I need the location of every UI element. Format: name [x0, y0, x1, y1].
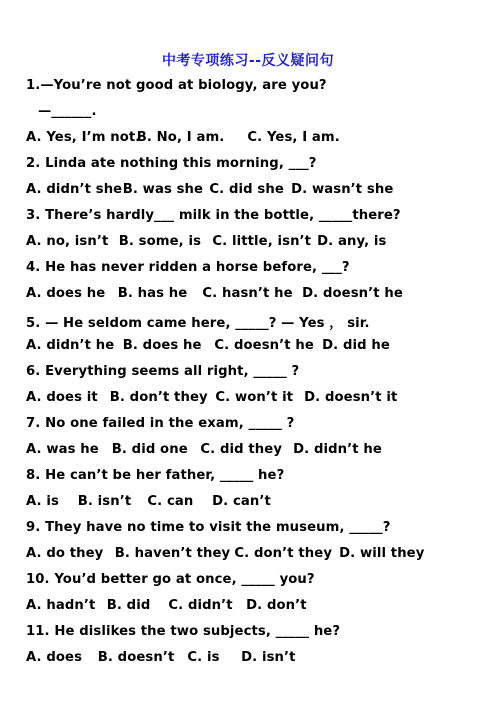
- option-d: D. any, is: [317, 234, 387, 249]
- option-c: C. won’t it: [215, 390, 294, 405]
- question-4: 4. He has never ridden a horse before, ___?: [26, 260, 350, 275]
- option-c: C. did they: [200, 442, 283, 457]
- option-b: B. some, is: [118, 234, 202, 249]
- option-d: D. don’t: [246, 598, 307, 613]
- option-a: A. is: [26, 494, 59, 509]
- option-a: A. didn’t he: [26, 338, 115, 353]
- question-10: 10. You’d better go at once, _____ you?: [26, 572, 315, 587]
- option-d: D. doesn’t it: [304, 390, 398, 405]
- question-9: 9. They have no time to visit the museum, _____?: [26, 520, 391, 535]
- question-7-options: [26, 442, 382, 457]
- option-d: D. will they: [339, 546, 425, 561]
- option-c: C. didn’t: [168, 598, 233, 613]
- option-a: A. Yes, I’m not.: [26, 130, 141, 145]
- option-c: C. doesn’t he: [214, 338, 314, 353]
- question-6-options: [26, 390, 397, 405]
- question-5-options: [26, 338, 390, 353]
- question-11: 11. He dislikes the two subjects, _____ he?: [26, 624, 341, 639]
- option-b: B. don’t they: [109, 390, 208, 405]
- option-a: A. does he: [26, 286, 106, 301]
- option-c: C. little, isn’t: [212, 234, 312, 249]
- option-b: B. isn’t: [77, 494, 132, 509]
- option-d: D. wasn’t she: [291, 182, 394, 197]
- option-b: B. was she: [122, 182, 204, 197]
- option-a: A. was he: [26, 442, 99, 457]
- option-c: C. don’t they: [234, 546, 333, 561]
- question-1-options: [26, 130, 340, 145]
- question-11-options: [26, 650, 296, 665]
- option-a: A. does it: [26, 390, 98, 405]
- option-c: C. hasn’t he: [202, 286, 293, 301]
- option-b: B. has he: [117, 286, 188, 301]
- option-a: A. didn’t she: [26, 182, 123, 197]
- option-b: B. does he: [122, 338, 202, 353]
- question-3-options: [26, 234, 387, 249]
- option-c: C. did she: [209, 182, 284, 197]
- option-a: A. no, isn’t: [26, 234, 109, 249]
- option-c: C. Yes, I am.: [247, 130, 340, 145]
- question-6: 6. Everything seems all right, _____ ?: [26, 364, 300, 379]
- option-a: A. does: [26, 650, 83, 665]
- question-3: 3. There’s hardly___ milk in the bottle, _____there?: [26, 208, 401, 223]
- option-a: A. do they: [26, 546, 104, 561]
- option-d: D. can’t: [212, 494, 271, 509]
- option-c: C. is: [187, 650, 220, 665]
- question-8-options: [26, 494, 271, 509]
- question-4-options: [26, 286, 403, 301]
- option-d: D. doesn’t he: [302, 286, 403, 301]
- question-1: 1.—You’re not good at biology, are you?: [26, 78, 327, 93]
- option-b: B. doesn’t: [97, 650, 175, 665]
- question-2-options: [26, 182, 393, 197]
- question-10-options: [26, 598, 307, 613]
- option-b: B. did one: [111, 442, 188, 457]
- question-8: 8. He can’t be her father, _____ he?: [26, 468, 285, 483]
- option-b: B. did: [106, 598, 151, 613]
- option-a: A. hadn’t: [26, 598, 96, 613]
- option-d: D. isn’t: [241, 650, 296, 665]
- question-9-options: [26, 546, 424, 561]
- option-b: B. haven’t they: [114, 546, 231, 561]
- page-title: 中考专项练习--反义疑问句: [161, 53, 335, 69]
- option-d: D. did he: [322, 338, 390, 353]
- question-7: 7. No one failed in the exam, _____ ?: [26, 416, 295, 431]
- question-2: 2. Linda ate nothing this morning, ___?: [26, 156, 317, 171]
- option-b: B. No, I am.: [136, 130, 225, 145]
- question-1-answer-blank: —______.: [38, 104, 97, 119]
- option-d: D. didn’t he: [293, 442, 382, 457]
- option-c: C. can: [147, 494, 194, 509]
- question-5: 5. — He seldom came here, _____? — Yes ， sir.: [26, 316, 370, 331]
